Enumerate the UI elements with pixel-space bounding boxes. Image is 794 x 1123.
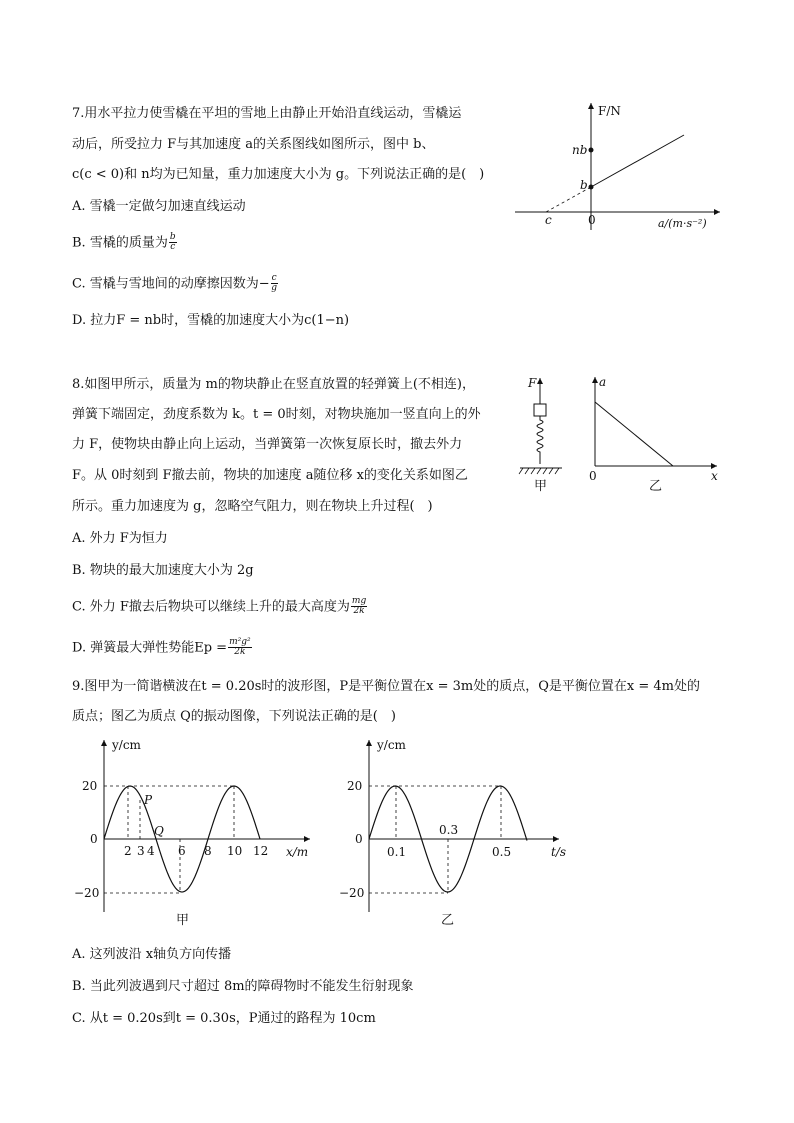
q9-option-a: A. 这列波沿 x轴负方向传播: [72, 947, 232, 962]
q8-fig-jia-caption: 甲: [534, 479, 548, 494]
q9-jia-xtick-12: 12: [253, 844, 269, 858]
q7-option-b-fraction: $\frac{b}{c}$: [169, 232, 176, 253]
q9-fig-yi-vibration: [337, 732, 567, 932]
q9-jia-point-p: P: [144, 793, 153, 807]
q8-stem-line-2: 弹簧下端固定，劲度系数为 k。t = 0时刻，对物块施加一竖直向上的外: [72, 407, 481, 422]
q8-stem-line-1: 8.如图甲所示，质量为 m的物块静止在竖直放置的轻弹簧上(不相连)，: [72, 377, 476, 392]
q9-jia-x-label: x/m: [286, 845, 309, 859]
q9-jia-y-label: y/cm: [112, 738, 141, 752]
q9-jia-xtick-10: 10: [227, 844, 243, 858]
q7-option-d: D. 拉力F = nb时，雪橇的加速度大小为c(1−n): [72, 313, 350, 328]
q9-jia-xtick-4: 4: [147, 844, 155, 858]
q7-stem-line-3: c(c < 0)和 n均为已知量，重力加速度大小为 g。下列说法正确的是( ): [72, 167, 485, 182]
q8-yi-a-x-line: [595, 402, 673, 466]
q9-stem-line-1: 9.图甲为一简谐横波在t = 0.20s时的波形图，P是平衡位置在x = 3m处的质点，Q是平衡位置在x = 4m处的: [72, 679, 700, 694]
q8-option-c-fraction: $\frac{mg}{2k}$: [351, 596, 367, 617]
q9-fig-jia-waveform: [70, 732, 330, 932]
q8-yi-origin: 0: [589, 469, 597, 483]
q7-x-label: a/(m·s⁻²): [658, 217, 707, 230]
q9-option-c: C. 从t = 0.20s到t = 0.30s，P通过的路程为 10cm: [72, 1011, 376, 1026]
q9-jia-point-q: Q: [154, 824, 164, 838]
q9-option-b: B. 当此列波遇到尺寸超过 8m的障碍物时不能发生衍射现象: [72, 979, 414, 994]
q8-fig-yi-graph: [585, 372, 725, 497]
q9-jia-xtick-3: 3: [137, 844, 145, 858]
q9-jia-xtick-2: 2: [124, 844, 132, 858]
q9-yi-ytick-20: 20: [347, 779, 363, 793]
q8-ground-hatch: [519, 468, 559, 474]
q9-yi-xtick-05: 0.5: [492, 845, 512, 859]
q8-stem-line-5: 所示。重力加速度为 g，忽略空气阻力，则在物块上升过程( ): [72, 499, 433, 514]
q9-fig-yi-caption: 乙: [441, 913, 455, 928]
q9-yi-ytick-0: 0: [355, 832, 363, 846]
q9-jia-ytick-20: 20: [82, 779, 98, 793]
q7-f-a-line: [591, 135, 684, 187]
q7-origin-label: 0: [588, 213, 596, 227]
q9-yi-ytick-neg20: −20: [339, 886, 365, 900]
q9-jia-xtick-6: 6: [178, 844, 186, 858]
q8-option-c: C. 外力 F撤去后物块可以继续上升的最大高度为 $\frac{mg}{2k}$: [72, 596, 367, 617]
q7-f-a-graph: [510, 95, 750, 235]
q9-jia-ytick-0: 0: [90, 832, 98, 846]
q8-option-d: D. 弹簧最大弹性势能Ep = $\frac{\text{m²g²}}{2k}$: [72, 637, 251, 658]
q8-yi-y-label: a: [599, 375, 607, 389]
q8-block: [534, 404, 546, 416]
q8-option-b: B. 物块的最大加速度大小为 2g: [72, 563, 254, 578]
q9-fig-jia-caption: 甲: [176, 913, 190, 928]
q7-stem-line-1: 7.用水平拉力使雪橇在平坦的雪地上由静止开始沿直线运动，雪橇运: [72, 106, 462, 121]
q9-yi-xtick-03: 0.3: [439, 823, 459, 837]
q7-option-c-fraction: $\frac{c}{g}$: [271, 273, 278, 294]
q8-fig-yi-caption: 乙: [649, 479, 663, 494]
q7-option-c: C. 雪橇与雪地间的动摩擦因数为− $\frac{c}{g}$: [72, 273, 278, 294]
q8-option-a: A. 外力 F为恒力: [72, 531, 168, 546]
q8-option-d-fraction: $\frac{\text{m²g²}}{2k}$: [229, 637, 251, 658]
q7-nb-point: [589, 148, 594, 153]
q9-yi-x-label: t/s: [551, 845, 567, 859]
q8-spring: [537, 416, 543, 464]
q7-stem-line-2: 动后，所受拉力 F与其加速度 a的关系图线如图所示，图中 b、: [72, 137, 435, 152]
q7-y-label: F/N: [598, 104, 621, 118]
q7-nb-label: nb: [572, 143, 588, 157]
q7-option-b: B. 雪橇的质量为 $\frac{b}{c}$: [72, 232, 176, 253]
q9-stem-line-2: 质点；图乙为质点 Q的振动图像，下列说法正确的是( ): [72, 709, 396, 724]
q8-stem-line-4: F。从 0时刻到 F撤去前，物块的加速度 a随位移 x的变化关系如图乙: [72, 468, 468, 483]
q8-force-label: F: [528, 376, 537, 390]
q9-yi-xtick-01: 0.1: [387, 845, 407, 859]
q9-jia-ytick-neg20: −20: [74, 886, 100, 900]
q7-b-label: b: [580, 178, 588, 192]
q7-c-label: c: [545, 213, 552, 227]
q8-fig-jia-spring: [518, 372, 568, 492]
q7-extrapolated-dashed-line: [546, 187, 591, 212]
q7-option-a: A. 雪橇一定做匀加速直线运动: [72, 199, 246, 214]
q8-yi-x-label: x: [711, 469, 718, 483]
q9-jia-xtick-8: 8: [204, 844, 212, 858]
q8-stem-line-3: 力 F，使物块由静止向上运动，当弹簧第一次恢复原长时，撤去外力: [72, 437, 463, 452]
q9-yi-y-label: y/cm: [377, 738, 406, 752]
